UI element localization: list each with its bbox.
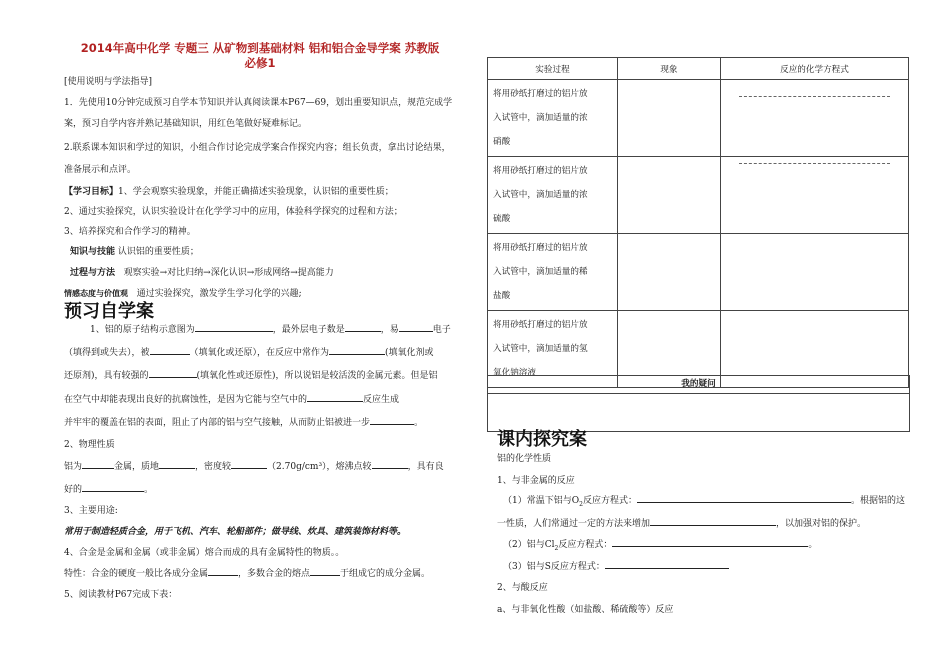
table-header-row [488,58,909,80]
phenomenon-cell [618,157,721,234]
goal-2: 2、通过实验探究，认识实验设计在化学学习中的应用，体验科学探究的过程和方法； [64,207,403,217]
item1-line3: 还原剂)，具有较强的 (填氧化性或还原性)，所以说铝是较活泼的金属元素。但是铝 [64,368,438,381]
goal-3: 3、培养探究和合作学习的精神。 [64,227,196,237]
goals [64,184,394,197]
equation-cell [721,157,909,234]
instructions-header: [使用说明与学法指导] [64,77,153,87]
uses-text: 常用于制造轻质合金，用于飞机、汽车、轮船部件；做导线、炊具、建筑装饰材料等。 [64,527,407,537]
process-method [70,265,334,278]
header-process: 实验过程 [488,58,618,80]
nonmetal-reaction-header: 1、与非金属的反应 [497,476,575,486]
instruction-2-cont: 准备展示和点评。 [64,165,137,175]
knowledge-text: 认识铝的重要性质； [117,247,199,257]
phenomenon-cell [618,234,721,311]
physical-line1: 铝为 金属，质地 ，密度较 （2.70g/cm³），熔沸点较 ，具有良 [64,459,444,472]
process-cell: 将用砂纸打磨过的铝片放 入试管中，滴加适量的浓 硝酸 [488,80,618,157]
goals-label: 【学习目标】 [64,187,119,197]
process-cell: 将用砂纸打磨过的铝片放 入试管中，滴加适量的稀 盐酸 [488,234,618,311]
process-cell: 将用砂纸打磨过的铝片放 入试管中，滴加适量的氢 氧化钠溶液 [488,311,618,388]
process-text: 观察实验→对比归纳→深化认识→形成网络→提高能力 [123,268,334,278]
section-preview: 预习自学案 [64,301,154,322]
header-equation: 反应的化学方程式 [721,58,909,80]
read-instruction: 5、阅读教材P67完成下表： [64,590,178,600]
answer-dash-line [739,163,890,164]
cl2-reaction-line: （2）铝与$Cl_2$反应方程式： 。 [503,537,817,552]
acid-reaction-header: 2、与酸反应 [497,583,548,593]
page-title-line2: 必修1 [244,56,276,70]
alloy-properties: 特性：合金的硬度一般比各成分金属 ，多数合金的熔点 于组成它的成分金属。 [64,566,430,579]
o2-reaction-line: （1）常温下铝与$O_2$反应方程式： 。根据铝的这 [503,493,905,508]
knowledge-label: 知识与技能 [70,247,116,257]
instruction-2: 2.联系课本知识和学过的知识，小组合作讨论完成学案合作探究内容；组长负责，拿出讨论结果， [64,143,451,153]
table-row [488,157,909,234]
uses-header: 3、主要用途: [64,506,118,516]
item1-line1: 1、铝的原子结构示意图为 ，最外层电子数是 ，易 电子 [90,322,451,335]
process-cell: 将用砂纸打磨过的铝片放 入试管中，滴加适量的浓 硫酸 [488,157,618,234]
equation-cell [721,80,909,157]
physical-line2: 好的 。 [64,482,153,495]
chem-properties-header: 铝的化学性质 [497,454,552,464]
emotion-label: 情感态度与价值观 [64,288,128,298]
physical-header: 2、物理性质 [64,440,115,450]
s-reaction-line: （3）铝与S反应方程式： [503,559,729,572]
table-row [488,80,909,157]
header-phenomenon: 现象 [618,58,721,80]
question-box-label: 我的疑问 [488,376,909,394]
alloy-definition: 4、合金是金属和金属（或非金属）熔合而成的具有金属特性的物质。。 [64,548,345,558]
knowledge-skill [70,244,199,257]
instruction-1: 1．先使用10分钟完成预习自学本节知识并认真阅读课本P67—69，划出重要知识点，规范完成学 [64,98,453,108]
item1-line5: 并牢牢的覆盖在铝的表面，阻止了内部的铝与空气接触，从而防止铝被进一步 。 [64,415,423,428]
phenomenon-cell [618,80,721,157]
item1-line4: 在空气中却能表现出良好的抗腐蚀性，是因为它能与空气中的 反应生成 [64,392,399,405]
o2-protection-line: 一性质，人们常通过一定的方法来增加 ，以加强对铝的保护。 [497,516,866,529]
section-explore: 课内探究案 [497,429,587,450]
experiment-table [487,57,909,388]
goal-1: 1、学会观察实验现象，并能正确描述实验现象，认识铝的重要性质； [118,187,394,197]
equation-cell [721,234,909,311]
table-row [488,234,909,311]
page-title: 2014年高中化学 专题三 从矿物到基础材料 铝和铝合金导学案 苏教版 [80,41,440,55]
answer-dash-line [739,96,890,97]
question-box[interactable] [487,375,910,432]
item1-line2: （填得到或失去），被 （填氧化或还原），在反应中常作为 (填氧化剂或 [64,345,434,358]
instruction-1-cont: 案，预习自学内容并熟记基础知识，用红色笔做好疑难标记。 [64,119,308,129]
process-label: 过程与方法 [70,268,116,278]
nonoxidizing-acid-line: a、与非氧化性酸（如盐酸、稀硫酸等）反应 [497,605,674,615]
emotion-text: 通过实验探究，激发学生学习化学的兴趣; [136,289,302,299]
